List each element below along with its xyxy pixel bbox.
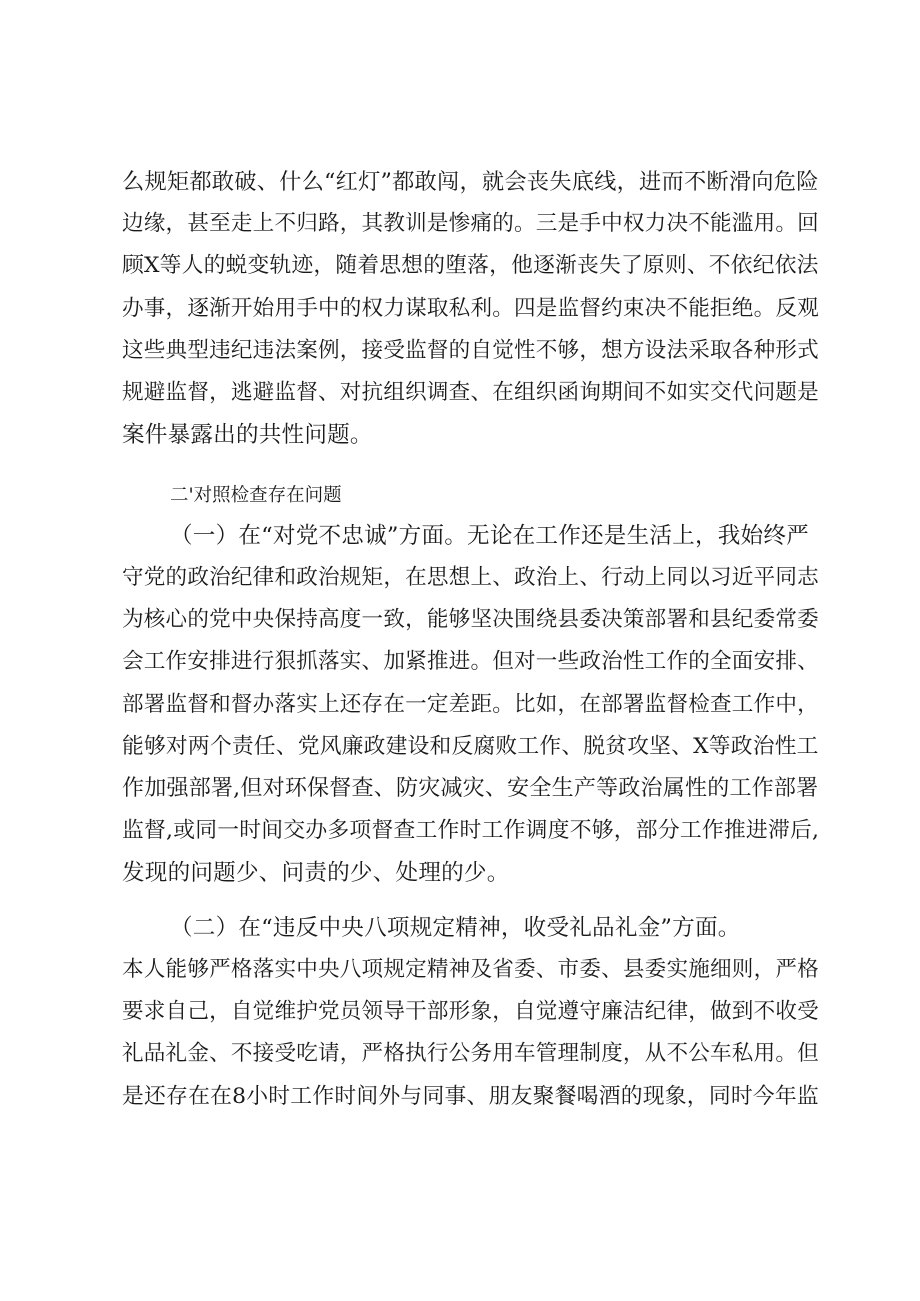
paragraph-line: 规避监督，逃避监督、对抗组织调查、在组织函询期间不如实交代问题是 <box>122 380 819 405</box>
paragraph-line: 作加强部署,但对环保督查、防灾减灾、安全生产等政治属性的工作部署 <box>122 776 819 801</box>
paragraph-line: 本人能够严格落实中央八项规定精神及省委、市委、县委实施细则，严格 <box>122 957 819 982</box>
paragraph-line: 要求自己，自觉维护党员领导干部形象，自觉遵守廉洁纪律，做到不收受 <box>122 999 819 1024</box>
paragraph-line: 部署监督和督办落实上还存在一定差距。比如，在部署监督检查工作中， <box>122 692 819 717</box>
paragraph-line: （二）在“违反中央八项规定精神，收受礼品礼金”方面。 <box>170 915 741 941</box>
paragraph-line: 会工作安排进行狠抓落实、加紧推进。但对一些政治性工作的全面安排、 <box>122 649 819 674</box>
paragraph-line: 能够对两个责任、党风廉政建设和反腐败工作、脱贫攻坚、X等政治性工 <box>122 734 819 759</box>
paragraph-line: 礼品礼金、不接受吃请，严格执行公务用车管理制度，从不公车私用。但 <box>122 1041 819 1066</box>
section-heading: 二'对照检查存在问题 <box>170 485 342 506</box>
paragraph-line: 办事，逐渐开始用手中的权力谋取私利。四是监督约束决不能拒绝。反观 <box>122 296 819 321</box>
paragraph-line: （一）在“对党不忠诚”方面。无论在工作还是生活上，我始终严 <box>170 523 809 549</box>
paragraph-line: 边缘，甚至走上不归路，其教训是惨痛的。三是手中权力决不能滥用。回 <box>122 211 819 236</box>
paragraph-line: 是还存在在8小时工作时间外与同事、朋友聚餐喝酒的现象，同时今年监 <box>122 1084 819 1109</box>
paragraph-line: 顾X等人的蜕变轨迹，随着思想的堕落，他逐渐丧失了原则、不依纪依法 <box>122 253 819 278</box>
paragraph-line: 案件暴露出的共性问题。 <box>122 422 373 448</box>
paragraph-line: 这些典型违纪违法案例，接受监督的自觉性不够，想方设法采取各种形式 <box>122 338 819 363</box>
paragraph-line: 么规矩都敢破、什么“红灯”都敢闯，就会丧失底线，进而不断滑向危险 <box>122 169 819 195</box>
paragraph-line: 发现的问题少、问责的少、处理的少。 <box>122 860 510 886</box>
paragraph-line: 守党的政治纪律和政治规矩，在思想上、政治上、行动上同以习近平同志 <box>122 565 819 590</box>
paragraph-line: 监督,或同一时间交办多项督查工作时工作调度不够，部分工作推进滞后, <box>122 818 820 843</box>
paragraph-line: 为核心的党中央保持高度一致，能够坚决围绕县委决策部署和县纪委常委 <box>122 607 819 632</box>
